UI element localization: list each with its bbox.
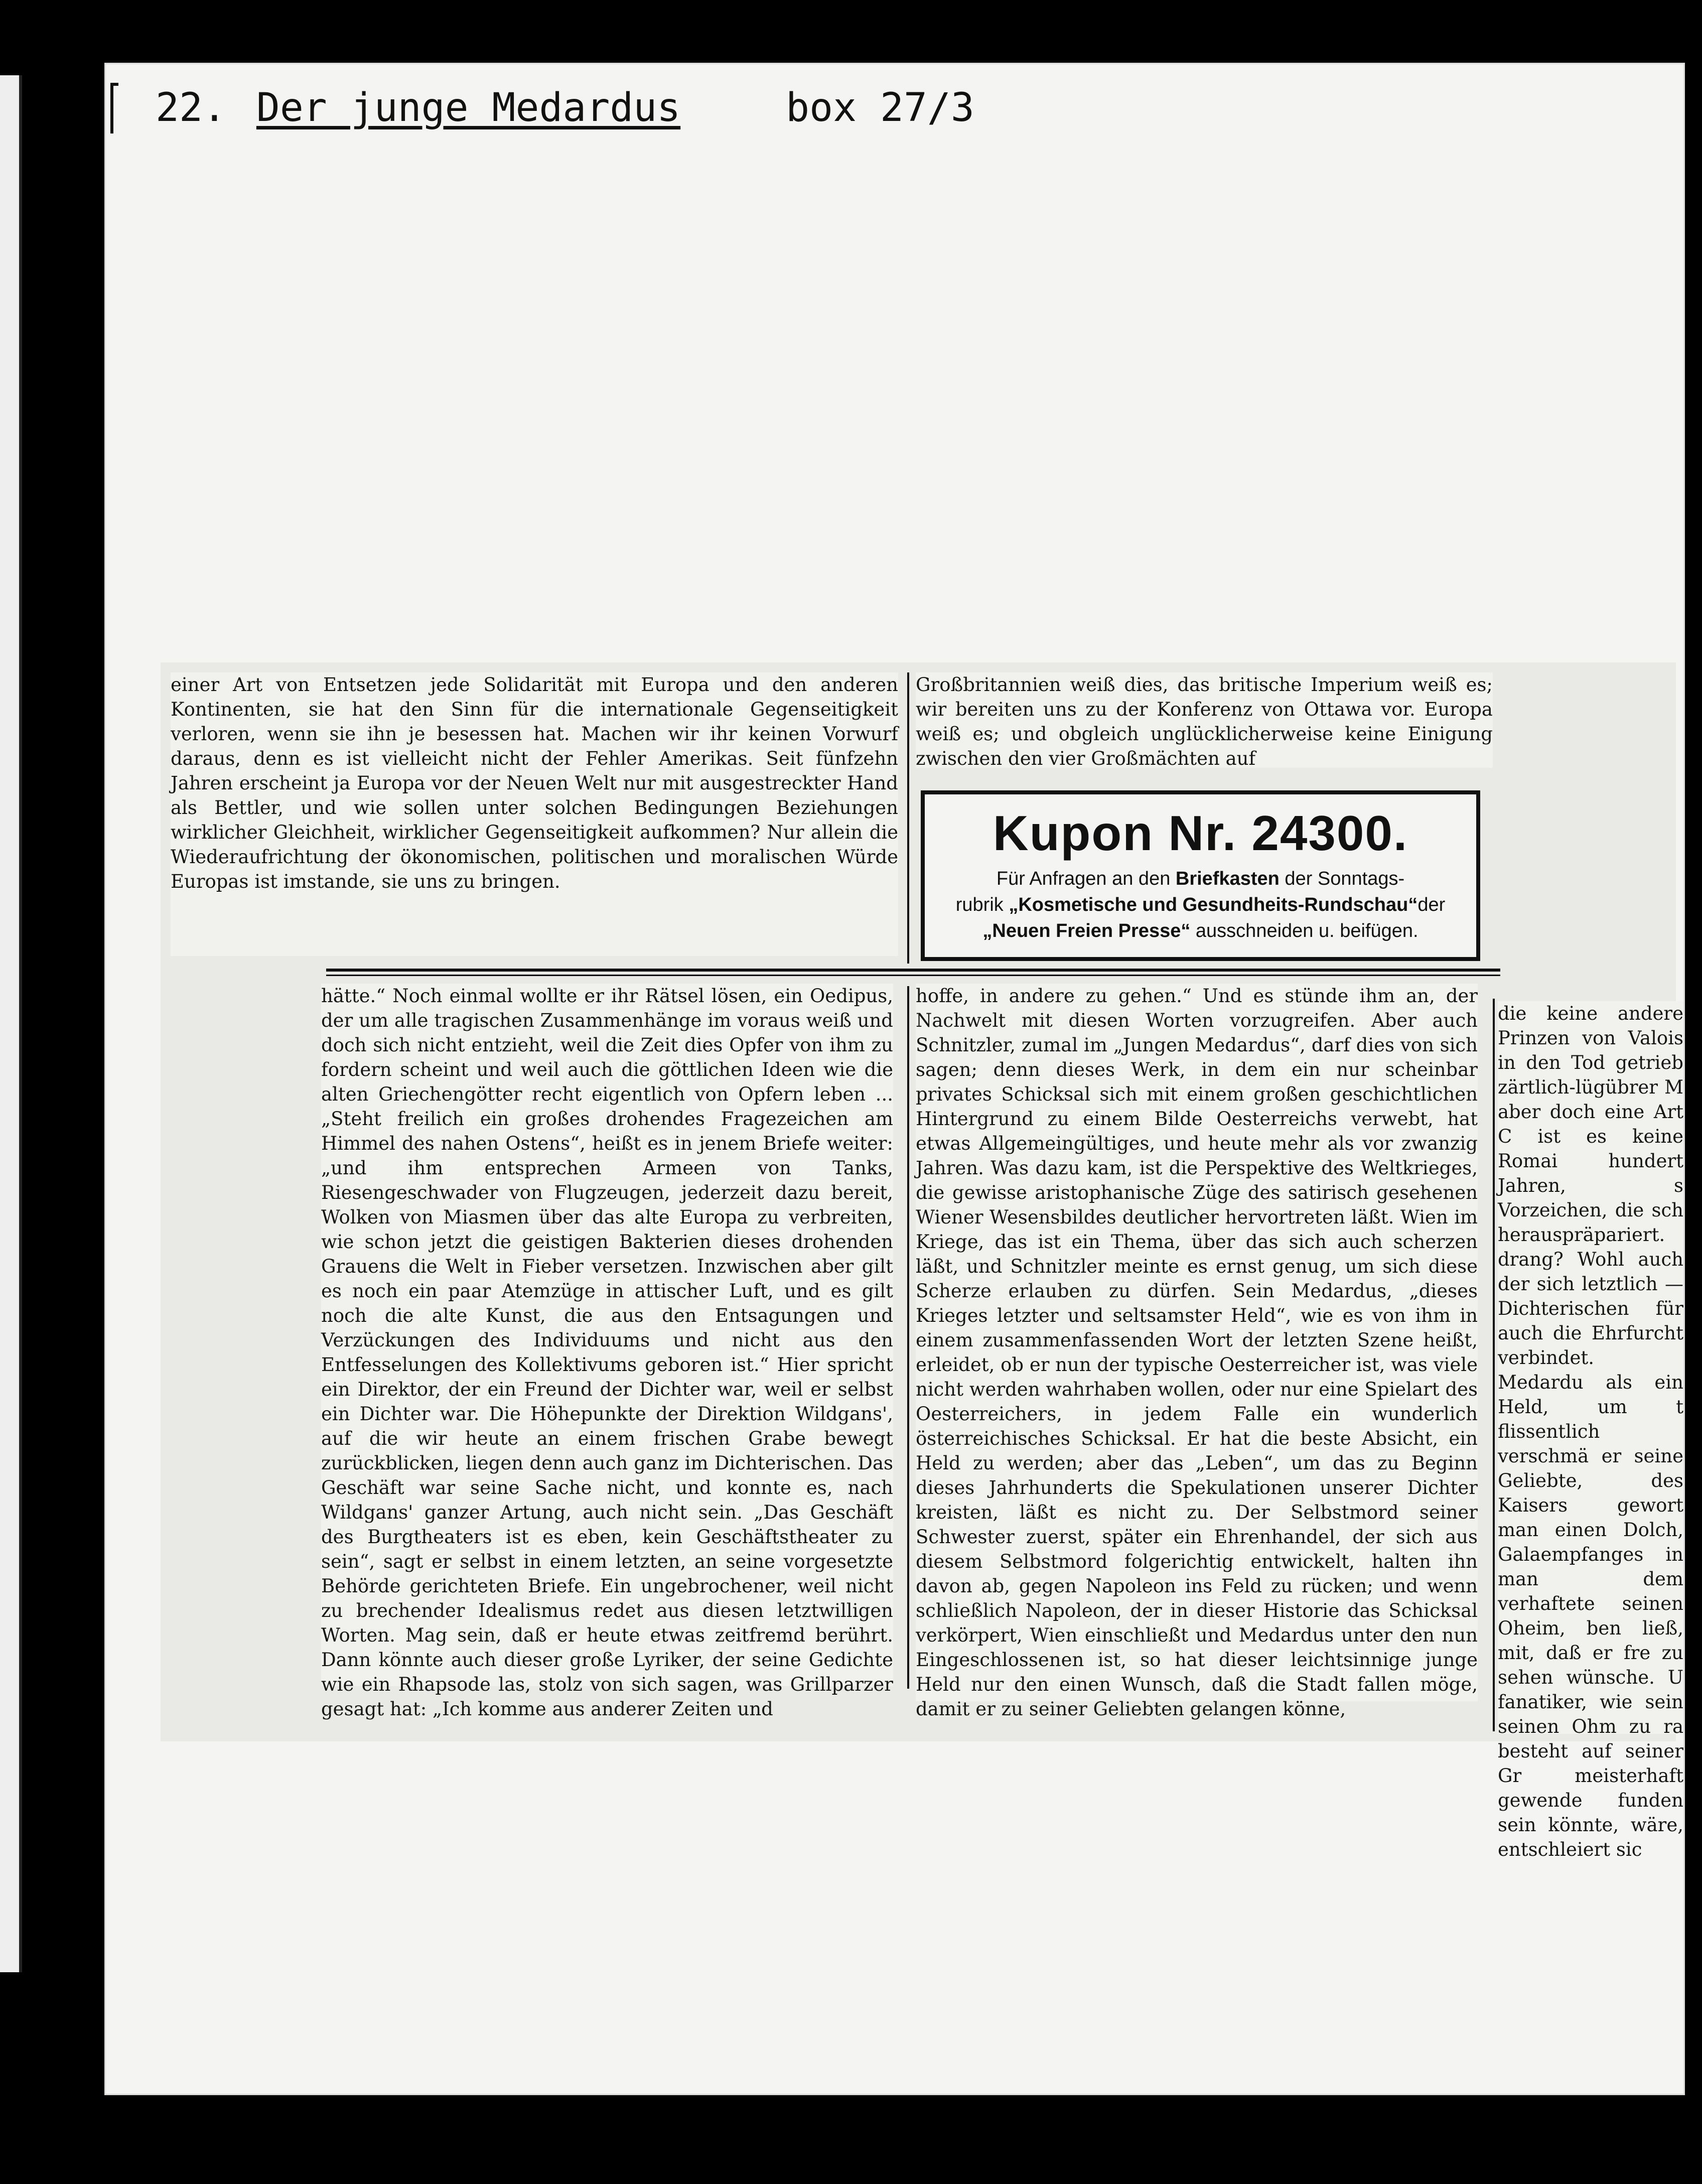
folder-number: 22.: [156, 85, 226, 130]
article-column-top-right: [916, 672, 1493, 768]
article-column-bottom-left: [321, 984, 893, 1720]
article-column-bottom-middle: [916, 984, 1478, 1720]
article-text: hätte.“ Noch einmal wollte er ihr Rätsel lösen, ein Oedipus, der um alle tragischen Zusammenhänge im voraus weiß und doch sich nicht entzieht, weil die Zeit dies Opfer von ihm zu fordern scheint und weil auch die göttlichen Ideen wie die alten Griechengötter recht eigentlich von Opfern leben ... „Steht freilich ein großes drohendes Fragezeichen am Himmel des nahen Ostens“, heißt es in jenem Briefe weiter: „und ihm entsprechen Armeen von Tanks, Riesengeschwader von Flugzeugen, jederzeit dazu bereit, Wolken von Miasmen über das alte Europa zu verbreiten, wie schon jetzt die geistigen Bakterien dieses drohenden Grauens die Welt in Fieber versetzen. Inzwischen aber gilt es noch ein paar Atemzüge in attischer Luft, und es gilt noch die alte Kunst, die aus den Entsagungen und Verzückungen des Individuums und nicht aus den Entfesselungen des Kollektivums geboren ist.“ Hier spricht ein Direktor, der ein Freund der Dichter war, weil er selbst ein Dichter war. Die Höhepunkte der Direktion Wildgans', auf die wir heute an einem frischen Grabe bewegt zurückblicken, liegen denn auch ganz im Dichterischen. Das Geschäft war seine Sache nicht, und konnte es, nach Wildgans' ganzer Artung, auch nicht sein. „Das Geschäft des Burgtheaters ist es eben, kein Geschäftstheater zu sein“, sagt er selbst in einem letzten, an seine vorgesetzte Behörde gerichteten Briefe. Ein ungebrochener, weil nicht zu brechender Idealismus redet aus diesen letztwilligen Worten. Mag sein, daß er heute etwas zeitfremd berührt. Dann könnte auch dieser große Lyriker, der seine Gedichte wie ein Rhapsode las, stolz von sich sagen, was Grillparzer gesagt hat: „Ich komme aus anderer Zeiten und: [321, 985, 893, 1720]
coupon-text-bold: „Kosmetische und Gesundheits-Rundschau“: [1009, 894, 1418, 915]
coupon-text: ausschneiden u. beifügen.: [1190, 920, 1419, 941]
coupon-body: [935, 866, 1466, 944]
coupon-text-bold: „Neuen Freien Presse“: [982, 920, 1191, 941]
coupon-text: Für Anfragen an den: [996, 868, 1176, 889]
coupon-text: der Sonntags-: [1279, 868, 1405, 889]
folder-header: [156, 80, 974, 135]
article-text: hoffe, in andere zu gehen.“ Und es stünde ihm an, der Nachwelt mit diesen Worten vorzugreifen. Aber auch Schnitzler, zumal im „Jungen Medardus“, darf dies von sich sagen; denn dieses Werk, in dem ein nur scheinbar privates Schicksal sich mit einem großen geschichtlichen Hintergrund zu einem Bilde Oesterreichs verwebt, hat etwas Allgemeingültiges, und heute mehr als vor zwanzig Jahren. Was dazu kam, ist die Perspektive des Weltkrieges, die gewisse aristophanische Züge des satirisch gesehenen Wiener Wesensbildes deutlicher hervortreten läßt. Wien im Kriege, das ist ein Thema, über das sich auch scherzen läßt, und Schnitzler meinte es ernst genug, um sich diese Scherze erlauben zu dürfen. Sein Medardus, „dieses Krieges letzter und seltsamster Held“, wie es von ihm in einem zusammenfassenden Wort der letzten Szene heißt, erleidet, ob er nun der typische Oesterreicher ist, was viele nicht werden wahrhaben wollen, oder nur eine Spielart des Oesterreichers, in jedem Falle ein wunderlich österreichisches Schicksal. Er hat die beste Absicht, ein Held zu werden; aber das „Leben“, um das zu Beginn dieses Jahrhunderts die Spekulationen unserer Dichter kreisten, läßt es nicht zu. Der Selbstmord seiner Schwester zuerst, später ein Ehrenhandel, der sich aus diesem Selbstmord folgerichtig entwickelt, halten ihn davon ab, gegen Napoleon ins Feld zu rücken; und wenn schließlich Napoleon, der in dieser Historie das Schicksal verkörpert, Wien einschließt und Medardus unter den nun Eingeschlossenen ist, so hat dieser leichtsinnige junge Held nur den einen Wunsch, daß die Stadt fallen möge, damit er zu seiner Geliebten gelangen könne,: [916, 985, 1478, 1720]
coupon-box: [921, 790, 1480, 961]
box-label: box 27/3: [786, 85, 974, 130]
column-rule: [1493, 999, 1495, 1731]
folder-title: Der junge Medardus: [256, 85, 681, 130]
article-text: Großbritannien weiß dies, das britische Imperium weiß es; wir bereiten uns zu der Konferenz von Ottawa vor. Europa weiß es; und obgleich unglücklicherweise keine Einigung zwischen den vier Großmächten auf: [916, 674, 1493, 769]
coupon-text: der: [1417, 894, 1446, 915]
column-rule: [907, 672, 909, 964]
adjacent-page-edge: [0, 75, 22, 1972]
article-text: die keine andere Prinzen von Valois in den Tod getrieb zärtlich-lügübrer M aber doch eine Art C ist es keine Romai hundert Jahren, s Vorzeichen, die sch herauspräpariert. drang? Wohl auch der sich letztlich — Dichterischen für auch die Ehrfurcht verbindet. Medardu als ein Held, um t flissentlich verschmä er seine Geliebte, des Kaisers gewort man einen Dolch, Galaempfanges in man dem verhaftete seinen Oheim, ben ließ, mit, daß er fre zu sehen wünsche. U fanatiker, wie sein seinen Ohm zu ra besteht auf seiner Gr meisterhaft gewende funden sein könnte, wäre, entschleiert sic: [1498, 1003, 1683, 1860]
section-divider: [326, 975, 1500, 976]
corner-mark: [110, 83, 118, 133]
coupon-text: rubrik: [955, 894, 1009, 915]
coupon-title: Kupon Nr. 24300.: [992, 805, 1408, 861]
article-column-bottom-right: [1498, 1001, 1683, 1860]
section-divider: [326, 969, 1500, 972]
article-column-top-left: [171, 672, 898, 956]
coupon-text-bold: Briefkasten: [1175, 868, 1280, 889]
column-rule: [907, 986, 909, 1689]
article-text: einer Art von Entsetzen jede Solidarität mit Europa und den anderen Kontinenten, sie hat den Sinn für die internationale Gegenseitigkeit verloren, wenn sie ihn je besessen hat. Machen wir ihr keinen Vorwurf daraus, denn es ist vielleicht nicht der Fehler Amerikas. Seit fünfzehn Jahren erscheint ja Europa vor der Neuen Welt nur mit ausgestreckter Hand als Bettler, und wie sollen unter solchen Bedingungen Beziehungen wirklicher Gleichheit, wirklicher Gegenseitigkeit aufkommen? Nur allein die Wiederaufrichtung der ökonomischen, politischen und moralischen Würde Europas ist imstande, sie uns zu bringen.: [171, 674, 898, 892]
